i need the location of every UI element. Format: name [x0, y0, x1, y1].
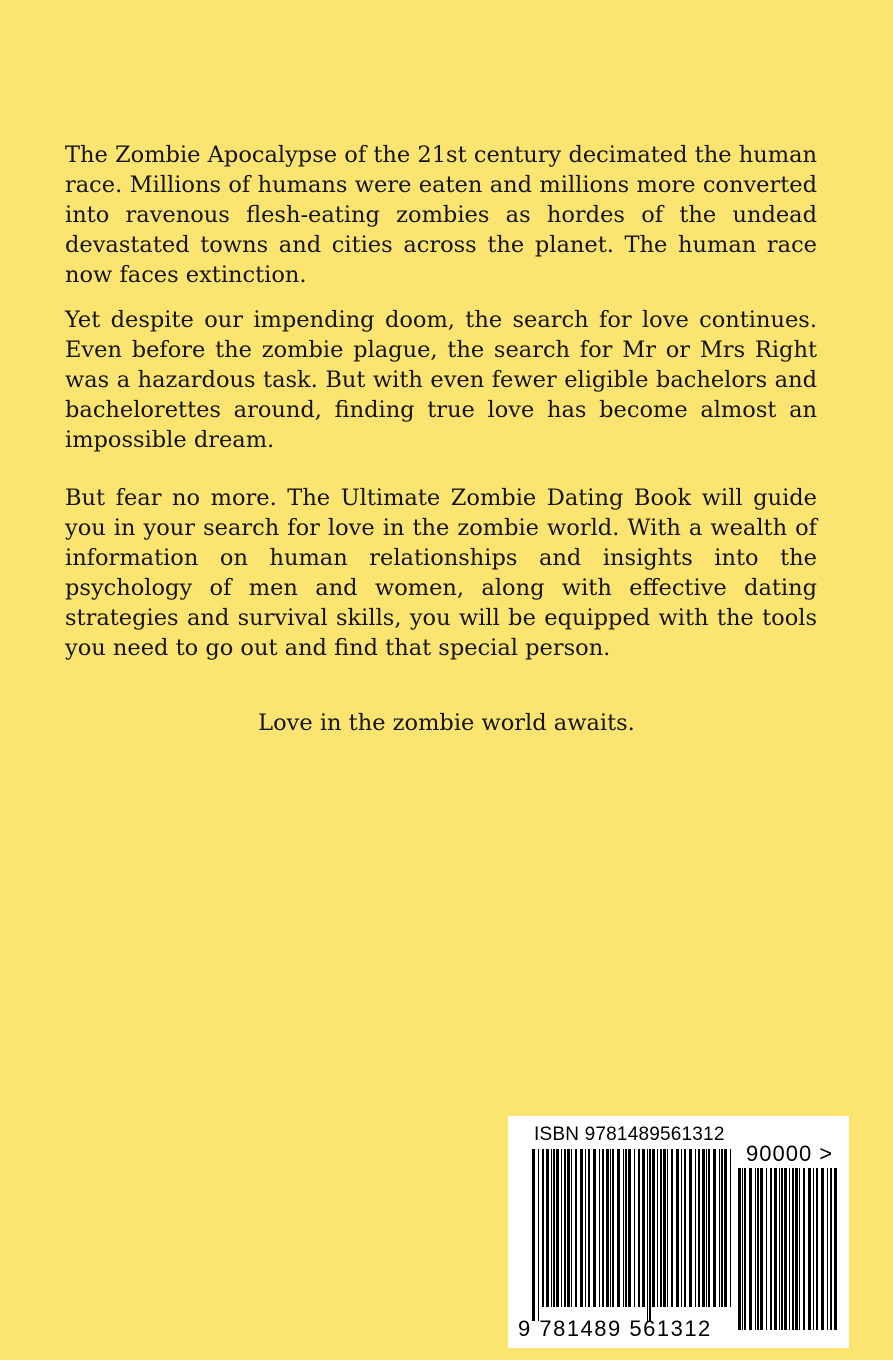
barcode-bar [724, 1149, 727, 1307]
barcode-bar [561, 1149, 562, 1307]
barcode-bar [755, 1168, 756, 1330]
barcode-bar [599, 1149, 600, 1307]
barcode-bar [830, 1168, 832, 1330]
barcode-bar [784, 1168, 787, 1330]
barcode-bar [606, 1149, 609, 1307]
barcode-bar [738, 1168, 741, 1330]
price-code: 90000 > [746, 1141, 834, 1166]
isbn-label: ISBN 9781489561312 [534, 1124, 725, 1145]
barcode-bar [625, 1149, 627, 1307]
barcode-bar [689, 1149, 692, 1307]
barcode-bar [585, 1149, 586, 1307]
barcode-bar [795, 1168, 798, 1330]
barcode-bar [546, 1149, 549, 1307]
barcode-bar [698, 1149, 700, 1307]
barcode-bar [742, 1168, 743, 1330]
barcode-bar [730, 1149, 731, 1307]
barcode-bar [713, 1149, 716, 1307]
barcode-bar [774, 1168, 777, 1330]
barcode-bar [766, 1168, 767, 1330]
barcode-bar [634, 1149, 635, 1307]
barcode-bar [813, 1168, 814, 1330]
barcode-bar [628, 1149, 631, 1307]
blurb-paragraph-2: Yet despite our impending doom, the search for love continues. Even before the zombie plague, the search for Mr or Mrs Right was a hazardous task. But with even fewer eligible bachelors and bachelorettes around, finding true love has become almost an impossible dream. [65, 307, 817, 453]
barcode-bar [588, 1149, 590, 1307]
barcode-bar [708, 1149, 710, 1307]
barcode-bar [660, 1149, 662, 1307]
barcode-bar [580, 1149, 583, 1307]
barcode-bar [617, 1149, 620, 1307]
barcode-bar [781, 1168, 783, 1330]
barcode-bar [684, 1149, 686, 1307]
barcode-bar [681, 1149, 682, 1307]
barcode-bar [647, 1149, 648, 1321]
isbn-barcode [508, 1116, 849, 1348]
barcode-bar [757, 1168, 759, 1330]
ean-digits: 9 781489 561312 [518, 1316, 712, 1341]
barcode-bar [542, 1149, 544, 1307]
blurb-paragraph-1: The Zombie Apocalypse of the 21st century decimated the human race. Millions of humans were eaten and millions more converted into ravenous flesh-eating zombies as hordes of the undead devastated towns and cities across the planet. The human race now faces extinction. [65, 142, 817, 288]
barcode-bar [642, 1149, 645, 1307]
barcode-bar [623, 1149, 624, 1307]
barcode-bar [538, 1149, 539, 1321]
barcode-bar [695, 1149, 696, 1307]
barcode-bar [719, 1149, 720, 1307]
barcode-bar [593, 1149, 596, 1307]
barcode-bar [706, 1149, 707, 1307]
barcode-bar [553, 1149, 555, 1307]
barcode-bar [702, 1149, 705, 1307]
barcode-bar [792, 1168, 794, 1330]
barcode-bar [671, 1149, 673, 1307]
barcode-bar [803, 1168, 805, 1330]
barcode-bar [744, 1168, 746, 1330]
barcode-bar [575, 1149, 577, 1307]
barcode-bar [602, 1149, 604, 1307]
barcode-bar [612, 1149, 614, 1307]
barcode-bar [816, 1168, 818, 1330]
barcode-bar [760, 1168, 763, 1330]
barcode-bar [749, 1168, 752, 1330]
barcode-bar [532, 1149, 535, 1321]
barcode-bar [808, 1168, 811, 1330]
barcode-bar [663, 1149, 666, 1307]
barcode-bar [551, 1149, 552, 1307]
barcode-bar [652, 1149, 655, 1307]
barcode-bar [721, 1149, 723, 1307]
barcode-bar [610, 1149, 611, 1307]
barcode-bar [567, 1149, 570, 1307]
barcode-bar [657, 1149, 658, 1307]
addon-barcode-bars [738, 1168, 838, 1344]
barcode-bar [676, 1149, 679, 1307]
barcode-bar [770, 1168, 772, 1330]
barcode-bar [649, 1149, 651, 1321]
barcode-bar [564, 1149, 566, 1307]
barcode-bar [827, 1168, 828, 1330]
barcode-bar [789, 1168, 790, 1330]
ean-barcode-bars [532, 1149, 732, 1321]
barcode-bar [556, 1149, 559, 1307]
barcode-bar [799, 1168, 800, 1330]
blurb-paragraph-3: But fear no more. The Ultimate Zombie Dating Book will guide you in your search for love in the zombie world. With a wealth of information on human relationships and insights into the psychology of men and women, along with effective dating strategies and survival skills, you will be equipped with the tools you need to go out and find that special person. [65, 485, 817, 661]
barcode-bar [834, 1168, 837, 1330]
barcode-bar [667, 1149, 668, 1307]
barcode-bar [571, 1149, 572, 1307]
barcode-bar [638, 1149, 640, 1307]
tagline: Love in the zombie world awaits. [258, 710, 635, 736]
barcode-bar [821, 1168, 824, 1330]
barcode-bar [779, 1168, 780, 1330]
